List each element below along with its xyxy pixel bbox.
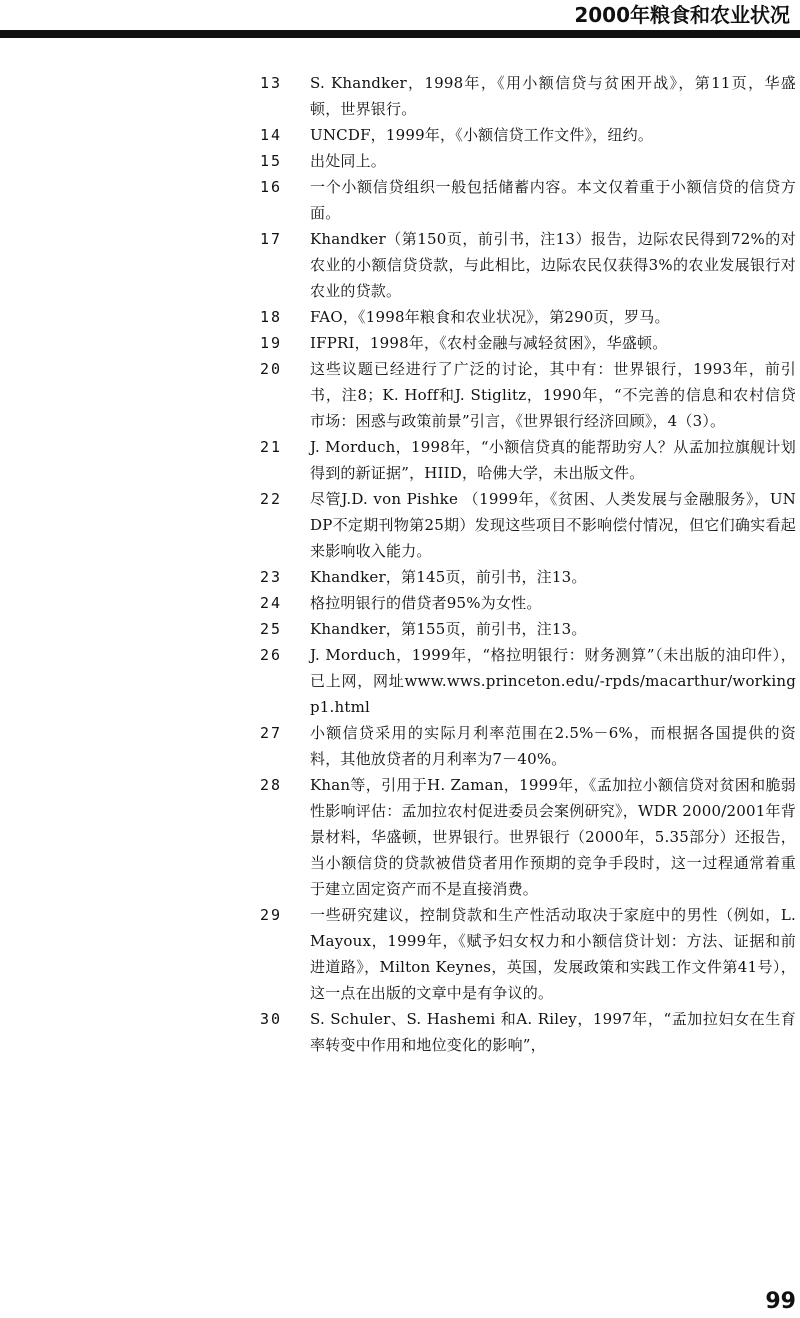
endnote-text: Khan等，引用于H. Zaman，1999年，《孟加拉小额信贷对贫困和脆弱性影响评估：孟加拉农村促进委员会案例研究》，WDR 2000/2001年背景材料，华盛顿，世界银行。世界银行（2000年，5.35部分）还报告，当小额信贷的贷款被借贷者用作预期的竞争手段时，这一过程通常着重于建立固定资产而不是直接消费。: [310, 776, 796, 898]
endnote-23: [260, 564, 796, 590]
endnote-20: [260, 356, 796, 434]
endnote-text: S. Khandker，1998年，《用小额信贷与贫困开战》，第11页，华盛顿，世界银行。: [310, 74, 796, 118]
header-rule: [0, 30, 800, 38]
endnotes-list: [260, 70, 796, 1058]
endnote-number: 14: [260, 126, 283, 144]
endnote-number: 21: [260, 438, 283, 456]
endnote-text: J. Morduch，1999年，“格拉明银行：财务测算”（未出版的油印件），已上网，网址www.wws.princeton.edu/-rpds/macarthur/workingp1.html: [310, 646, 796, 716]
endnote-27: [260, 720, 796, 772]
endnote-15: [260, 148, 796, 174]
endnote-text: 一个小额信贷组织一般包括储蓄内容。本文仅着重于小额信贷的信贷方面。: [310, 178, 796, 222]
endnote-number: 25: [260, 620, 283, 638]
endnote-16: [260, 174, 796, 226]
endnote-number: 30: [260, 1010, 283, 1028]
endnote-text: UNCDF，1999年，《小额信贷工作文件》，纽约。: [310, 126, 654, 144]
endnote-number: 18: [260, 308, 283, 326]
endnote-text: 一些研究建议，控制贷款和生产性活动取决于家庭中的男性（例如，L. Mayoux，1999年，《赋予妇女权力和小额信贷计划：方法、证据和前进道路》，Milton Keynes，英国，发展政策和实践工作文件第41号），这一点在出版的文章中是有争议的。: [310, 906, 796, 1002]
endnote-number: 15: [260, 152, 283, 170]
endnote-number: 17: [260, 230, 283, 248]
running-header-title: 2000年粮食和农业状况: [574, 3, 790, 27]
endnote-number: 28: [260, 776, 283, 794]
endnote-text: Khandker，第145页，前引书，注13。: [310, 568, 587, 586]
endnote-26: [260, 642, 796, 720]
endnote-number: 22: [260, 490, 283, 508]
endnote-text: Khandker，第155页，前引书，注13。: [310, 620, 587, 638]
endnote-21: [260, 434, 796, 486]
endnote-number: 13: [260, 74, 283, 92]
endnote-18: [260, 304, 796, 330]
endnote-number: 20: [260, 360, 283, 378]
endnote-29: [260, 902, 796, 1006]
endnote-22: [260, 486, 796, 564]
endnote-14: [260, 122, 796, 148]
endnote-text: S. Schuler、S. Hashemi 和A. Riley，1997年，“孟加拉妇女在生育率转变中作用和地位变化的影响”，: [310, 1010, 796, 1054]
endnote-25: [260, 616, 796, 642]
endnote-28: [260, 772, 796, 902]
endnote-text: Khandker（第150页，前引书，注13）报告，边际农民得到72%的对农业的小额信贷贷款，与此相比，边际农民仅获得3%的农业发展银行对农业的贷款。: [310, 230, 796, 300]
endnote-number: 26: [260, 646, 283, 664]
endnote-number: 27: [260, 724, 283, 742]
endnote-text: J. Morduch，1998年，“小额信贷真的能帮助穷人？从孟加拉旗舰计划得到的新证据”，HIID，哈佛大学，未出版文件。: [310, 438, 796, 482]
endnote-number: 16: [260, 178, 283, 196]
page-number: 99: [765, 1289, 796, 1314]
endnote-number: 19: [260, 334, 283, 352]
endnote-30: [260, 1006, 796, 1058]
endnote-text: FAO，《1998年粮食和农业状况》，第290页，罗马。: [310, 308, 670, 326]
endnote-24: [260, 590, 796, 616]
endnote-number: 23: [260, 568, 283, 586]
running-header: [0, 0, 800, 40]
endnote-text: 出处同上。: [310, 152, 387, 170]
endnote-13: [260, 70, 796, 122]
endnote-text: 格拉明银行的借贷者95%为女性。: [310, 594, 542, 612]
endnote-17: [260, 226, 796, 304]
endnote-19: [260, 330, 796, 356]
endnote-text: 小额信贷采用的实际月利率范围在2.5%－6%，而根据各国提供的资料，其他放贷者的月利率为7－40%。: [310, 724, 796, 768]
endnote-number: 29: [260, 906, 283, 924]
endnote-text: 尽管J.D. von Pishke （1999年，《贫困、人类发展与金融服务》，UNDP不定期刊物第25期）发现这些项目不影响偿付情况，但它们确实看起来影响收入能力。: [310, 490, 796, 560]
endnote-number: 24: [260, 594, 283, 612]
endnote-text: IFPRI，1998年，《农村金融与减轻贫困》，华盛顿。: [310, 334, 668, 352]
endnote-text: 这些议题已经进行了广泛的讨论，其中有：世界银行，1993年，前引书，注8；K. Hoff和J. Stiglitz，1990年，“不完善的信息和农村信贷市场：困惑与政策前景”引言，《世界银行经济回顾》，4（3）。: [310, 360, 796, 430]
